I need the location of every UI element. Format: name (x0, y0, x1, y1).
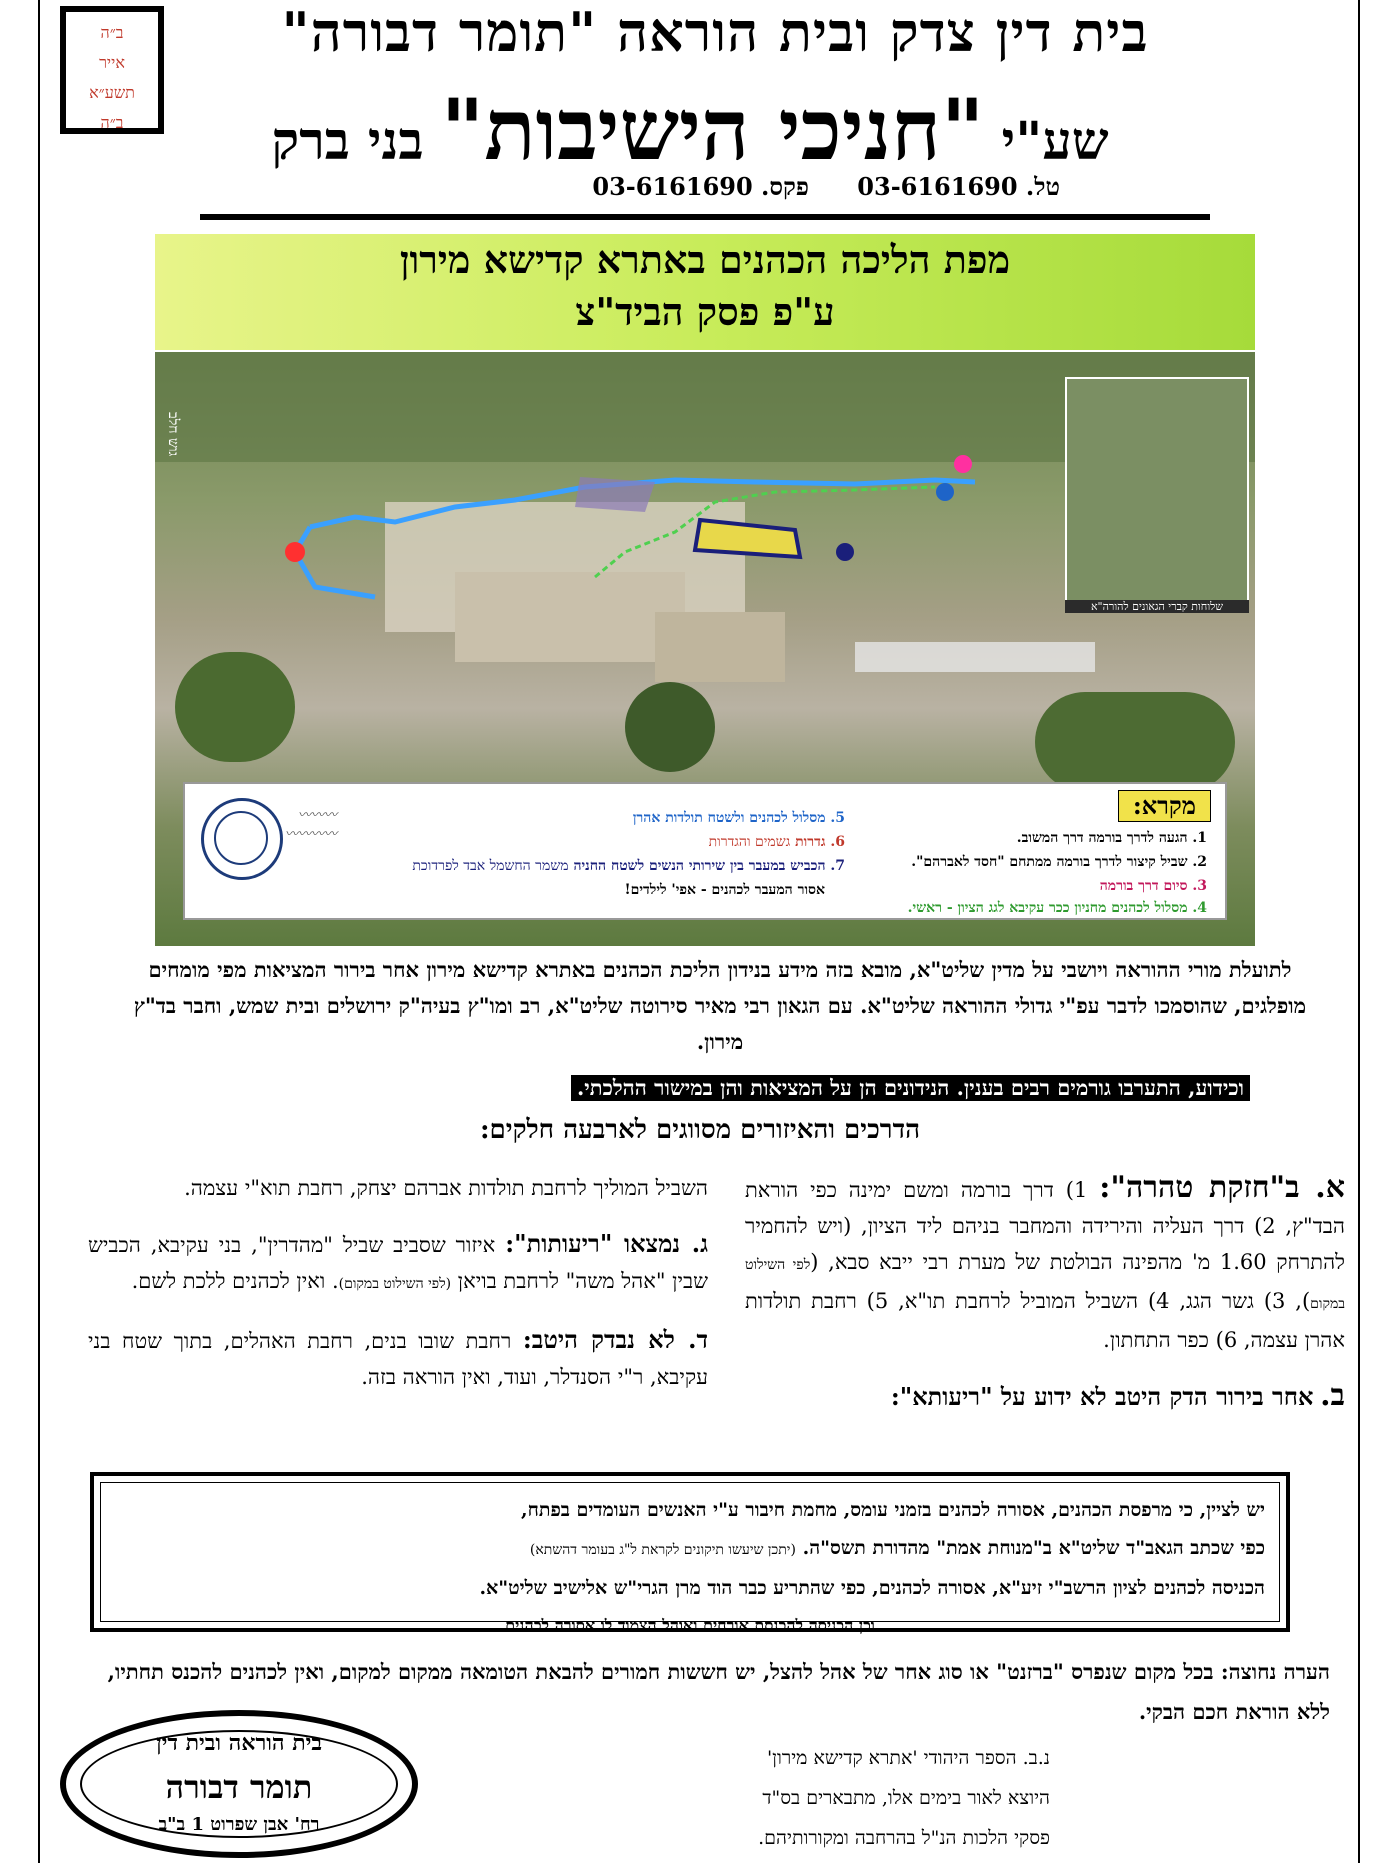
aerial-map (155, 352, 1255, 946)
stamp-top-text: בית הוראה ובית דין (155, 1730, 322, 1756)
inset-map (1065, 377, 1249, 606)
legend-item-5: 5. מסלול לכהנים ולשטח תולדות אהרן (632, 810, 845, 826)
legend-item-6-note: גשמים והגדרות (708, 834, 791, 850)
header-subtitle-post: בני ברק (271, 111, 424, 172)
legend-title: מקרא: (1118, 790, 1211, 822)
date-stamp (60, 6, 164, 134)
section-b-text: אחר בירור הדק היטב לא ידוע על "ריעותא": (890, 1382, 1314, 1411)
legend-item-7 (412, 858, 845, 875)
map-banner (155, 234, 1255, 350)
header-divider (200, 214, 1210, 220)
legend-item-2: 2. שביל קיצור לדרך בורמה ממתחם "חסד לאברהם". (911, 854, 1207, 870)
legend-item-4: 4. מסלול לכהנים מחניון ככר עקיבא לגג הציון - ראשי. (907, 900, 1207, 916)
legend-item-3: 3. סיום דרך בורמה (1099, 878, 1207, 894)
map-tree-cluster (1035, 692, 1235, 792)
map-building (455, 572, 685, 662)
section-a-small: לפי השילוט במקום (745, 1257, 1346, 1312)
footnote-line-3: פסקי הלכות הנ"ל בהרחבה ומקורותיהם. (758, 1827, 1050, 1849)
notice-box (90, 1472, 1290, 1635)
legend-item-7-note: משמר החשמל אבד לפרדוכת (412, 858, 569, 874)
notice-line-2 (115, 1529, 1265, 1569)
notice-line-4: וכן הכניסה להכנסת אורחים ואוהל הצמוד לו אסורה לכהנים (505, 1616, 875, 1635)
section-a: א. ב"חזקת טהרה": 1) דרך בורמה ומשם ימינה כפי הוראת הבד"ץ, 2) דרך העליה והירידה והמחבר בניהם ליד הציון, (ויש להחמיר להתרחק 1.60 מ' מהפינה הבולטת של מערת רבי ייבא סבא, (לפי השילוט במקום), 3) גשר הגג, 4) השביל המוביל לרחבת תו"א, 5) רחבת תולדות אהרן עצמה, 6) כפר התחתון. (745, 1170, 1346, 1352)
important-note: הערה נחוצה: בכל מקום שנפרס "ברזנט" או סוג אחר של אהל להצל, יש חששות חמורים להבאת הטומאה ממקום למקום, ואין לכהנים להכנס תחתיו, ללא הוראת חכם הבקי. (107, 1659, 1330, 1724)
header-title: בית דין צדק ובית הוראה "תומר דבורה" (281, 0, 1149, 64)
section-g-text: איזור שסביב שביל "מהדרין", בני עקיבא, הכביש שבין "אהל משה" לרחבת בויאן (88, 1233, 708, 1293)
header-subtitle-main: "חניכי הישיבות" (440, 80, 985, 179)
section-g (88, 1226, 708, 1302)
section-d (88, 1322, 708, 1395)
phone-number: טל. 03-6161690 (857, 172, 1060, 201)
stamp-line: ב״ה (100, 23, 124, 42)
map-marker-5 (936, 483, 954, 501)
stamp-line: תשע״א (89, 83, 135, 102)
section-b-lead: ב. (1320, 1378, 1345, 1413)
map-area-outline (695, 520, 800, 557)
notice-line-2-small: (יתכן שיעשו תיקונים לקראת ל"ג בעומר דהשתא) (529, 1542, 796, 1558)
intro-paragraph: לתועלת מורי ההוראה ויושבי על מדין שליט"א, מובא בזה מידע בנידון הליכת הכהנים באתרא קדישא מירון אחר בירור המציאות מפי מומחים מופלגים, שהוסמכו לדבר עפ"י גדולי ההוראה שליט"א. עם הגאון רבי מאיר סירוטה שליט"א, רב ומו"ץ בעיה"ק ירושלים ובית שמש, וחבר בד"ץ מירון. (133, 957, 1307, 1054)
map-tree-cluster (625, 682, 715, 772)
notice-box-inner (100, 1482, 1280, 1635)
notice-line-1: יש לציין, כי מרפסת הכהנים, אסורה לכהנים בזמני עומס, מחמת חיבור ע"י האנשים העומדים בפתח, (521, 1499, 1265, 1521)
legend-item-6 (709, 834, 845, 851)
footnote-line-2: היוצא לאור בימים אלו, מתבארים בס"ד (762, 1787, 1050, 1809)
section-b-continued: השביל המוליך לרחבת תולדות אברהם יצחק, רחבת תוא"י עצמה. (184, 1176, 708, 1200)
rabbinic-seal (201, 798, 283, 880)
section-a-lead: א. ב"חזקת טהרה": (1099, 1170, 1345, 1205)
contact-line (552, 172, 1060, 202)
stamp-middle-text: תומר דבורה (165, 1768, 313, 1806)
stamp-line: ב״ה (100, 113, 124, 132)
highlight-line: וכידוע, התערבו גורמים רבים בענין. הנידונים הן על המציאות והן במישור ההלכתי. (571, 1075, 1250, 1101)
header-subtitle (200, 80, 1180, 180)
left-column (88, 1170, 708, 1415)
map-vertical-label: גוש חלב (165, 412, 181, 457)
section-d-lead: ד. לא נבדק היטב: (522, 1325, 708, 1354)
map-marker-7 (836, 543, 854, 561)
legend-item-6-label: 6. גדרות (795, 834, 845, 850)
header-subtitle-pre: שע"י (1001, 111, 1109, 172)
section-a-text2: ), 3) גשר הגג, 4) השביל המוביל לרחבת תו"א, 5) רחבת תולדות אהרן עצמה, 6) כפר התחתון. (745, 1289, 1345, 1352)
map-building (855, 642, 1095, 672)
banner-title: מפת הליכה הכהנים באתרא קדישא מירון (399, 237, 1011, 282)
document-page (40, 0, 1360, 1863)
legend-item-1: 1. הגעה לדרך בורמה דרך המשוב. (1016, 830, 1207, 846)
stamp-bottom-text: רח' אבן שפרוט 1 ב"ב (158, 1814, 320, 1835)
section-g-text2: . ואין לכהנים ללכת לשם. (131, 1269, 339, 1293)
map-tree-cluster (175, 652, 295, 762)
right-column (745, 1170, 1345, 1436)
banner-subtitle: ע"פ פסק הביד"צ (575, 289, 835, 334)
section-a-text: 1) דרך בורמה ומשם ימינה כפי הוראת הבד"ץ, 2) דרך העליה והירידה והמחבר בניהם ליד הציון, (ויש להחמיר להתרחק 1.60 מ' מהפינה הבולטת של מערת רבי ייבא סבא, (745, 1178, 1346, 1274)
legend-warning: אסור המעבר לכהנים - אפי' לילדים! (624, 882, 825, 898)
footnote-line-1: נ.ב. הספר היהודי 'אתרא קדישא מירון' (766, 1747, 1050, 1769)
inset-map-caption: שלוחות קברי הגאונים להורה"א (1065, 600, 1249, 613)
map-marker-6 (285, 542, 305, 562)
section-g-lead: ג. נמצאו "ריעותות": (505, 1229, 709, 1258)
stamp-line: אייר (99, 53, 125, 72)
section-g-small: (לפי השילוט במקום) (338, 1276, 452, 1292)
signature: 〰〰〰 〰〰〰〰 (285, 808, 338, 842)
map-legend (183, 782, 1227, 920)
notice-line-3: הכניסה לכהנים לציון הרשב"י זיע"א, אסורה לכהנים, כפי שהתריע כבר הוד מרן הגרי"ש אלישיב שליט"א. (479, 1577, 1265, 1599)
legend-item-7-label: 7. הכביש במעבר בין שירותי הנשים לשטח החניה (573, 858, 845, 874)
map-purple-area (575, 477, 655, 512)
page-border-left (38, 0, 40, 1863)
section-subhead: הדרכים והאיזורים מסווגים לארבעה חלקים: (479, 1115, 921, 1145)
section-d-text: רחבת שובו בנים, רחבת האהלים, בתוך שטח בני עקיבא, ר"י הסנדלר, ועוד, ואין הוראה בזה. (88, 1329, 708, 1389)
map-marker-3 (954, 455, 972, 473)
footnote (670, 1738, 1050, 1858)
beit-din-stamp (60, 1710, 418, 1858)
route-blue-branch (295, 527, 375, 597)
fax-number: פקס. 03-6161690 (592, 172, 809, 201)
map-building (655, 612, 785, 682)
notice-line-2-text: כפי שכתב הגאב"ד שליט"א ב"מנוחת אמת" מהדורת תשס"ה. (802, 1537, 1265, 1559)
section-b (745, 1378, 1345, 1416)
page-border-right (1358, 0, 1360, 1863)
